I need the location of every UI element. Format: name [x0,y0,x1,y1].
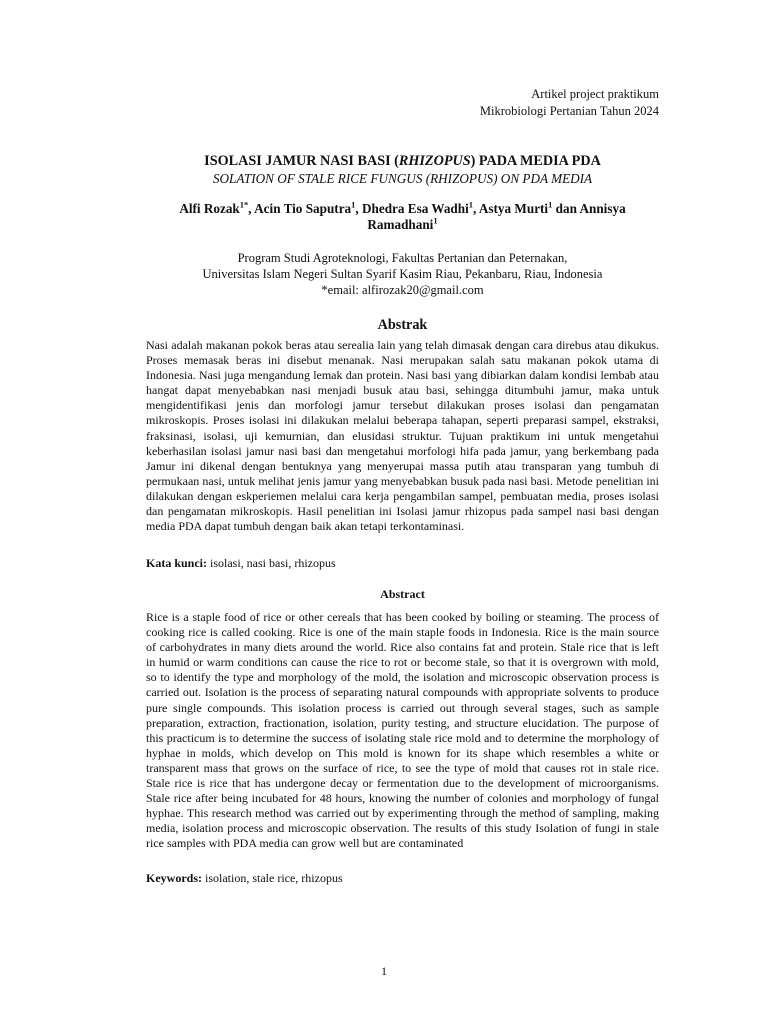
kata-kunci-label: Kata kunci: [146,556,208,570]
author-name: Ramadhani [367,217,434,232]
affiliation-line-1: Program Studi Agroteknologi, Fakultas Pertanian dan Peternakan, [237,251,568,265]
journal-header [480,86,659,120]
title-part-2: ) PADA MEDIA PDA [470,153,601,169]
author-affil-mark: 1* [239,199,249,210]
kata-kunci-values: isolasi, nasi basi, rhizopus [207,556,336,570]
author-separator: , [473,201,479,216]
title-part-1: ISOLASI JAMUR NASI BASI ( [204,153,399,169]
keywords-values: isolation, stale rice, rhizopus [202,871,343,885]
kata-kunci-line [146,556,336,571]
header-line-2: Mikrobiologi Pertanian Tahun 2024 [479,104,659,118]
author-affil-mark: 1 [468,199,473,210]
author-affil-mark: 1 [351,199,356,210]
author-separator: , [248,201,255,216]
author-name: Astya Murti [478,201,549,216]
author-affil-mark: 1 [548,199,553,210]
abstract-body: Rice is a staple food of rice or other cereals that has been cooked by boiling or steaming. The process of cooking rice is called cooking. Rice is one of the main staple foods in Indonesia. Rice is the main source of carbohydrates in many diets around the world. Rice also contains fat and protein. Stale rice that is left in humid or warm conditions can cause the rice to rot or become stale, so that it is overgrown with mold, so to identify the type and morphology of the mold, the isolation and microscopic observation process is carried out. Isolation is the process of separating natural compounds with appropriate solvents to produce pure single compounds. This isolation process is carried out through several stages, such as sample preparation, extraction, fractionation, isolation, purity testing, and structure elucidation. The purpose of this practicum is to determine the success of isolating stale rice mold and to determine the morphology of hyphae in molds, which develop on This mold is known for its shape which resembles a white or transparent mass that grows on the surface of rice, to see the type of mold that causes rot in stale rice. Stale rice is rice that has undergone decay or fermentation due to the development of microorganisms. Stale rice after being incubated for 48 hours, knowing the number of colonies and morphology of fungal hyphae. This research method was carried out by experimenting through the method of sampling, making media, isolation process and microscopic observation. The results of this study Isolation of fungi in stale rice samples with PDA media can grow well but are contaminated [146,610,659,851]
keywords-line [146,871,343,886]
corresponding-email: *email: alfirozak20@gmail.com [321,283,484,297]
abstrak-body: Nasi adalah makanan pokok beras atau serealia lain yang telah dimasak dengan cara direbus atau dikukus. Proses memasak beras ini disebut menanak. Nasi merupakan salah satu makanan pokok utama di Indonesia. Nasi juga mengandung lemak dan protein. Nasi basi yang dibiarkan dalam kondisi lembab atau hangat dapat menyebabkan nasi menjadi busuk atau basi, sehingga ditumbuhi jamur, maka untuk mengidentifikasi jenis dan morfologi jamur tersebut dilakukan proses isolasi dan pengamatan mikroskopis. Proses isolasi ini dilakukan melalui beberapa tahapan, seperti preparasi sampel, ekstraksi, fraksinasi, isolasi, uji kemurnian, dan elusidasi struktur. Tujuan praktikum ini untuk mengetahui keberhasilan isolasi jamur nasi basi dan mengetahui morfologi hifa pada jamur, yang berkembang pada Jamur ini dikenal dengan bentuknya yang menyerupai massa putih atau transparan yang tumbuh di permukaan nasi, untuk melihat jenis jamur yang menyebabkan busuk pada nasi basi. Metode penelitian ini dilakukan dengan eskperiemen melalui cara kerja pengambilan sampel, pembuatan media, proses isolasi dan pengamatan mikroskopis. Hasil penelitian ini Isolasi jamur rhizopus pada sampel nasi basi dengan media PDA dapat tumbuh dengan baik akan tetapi terkontaminasi. [146,338,659,534]
author-name: Alfi Rozak [179,201,240,216]
keywords-label: Keywords: [146,871,202,885]
affiliation-block [146,250,659,298]
author-affil-mark: 1 [433,215,438,226]
abstract-heading: Abstract [380,587,425,601]
abstrak-heading: Abstrak [377,317,428,333]
page-number: 1 [381,964,387,978]
paper-title-english: SOLATION OF STALE RICE FUNGUS (RHIZOPUS) ON PDA MEDIA [212,171,593,186]
header-line-1: Artikel project praktikum [531,87,659,101]
author-list [146,201,659,233]
author-separator: dan Annisya [552,201,626,216]
author-name: Dhedra Esa Wadhi [361,201,469,216]
author-name: Acin Tio Saputra [254,201,352,216]
affiliation-line-2: Universitas Islam Negeri Sultan Syarif Kasim Riau, Pekanbaru, Riau, Indonesia [202,267,603,281]
author-separator: , [355,201,362,216]
paper-title [146,153,659,170]
title-italic: RHIZOPUS [398,153,471,169]
